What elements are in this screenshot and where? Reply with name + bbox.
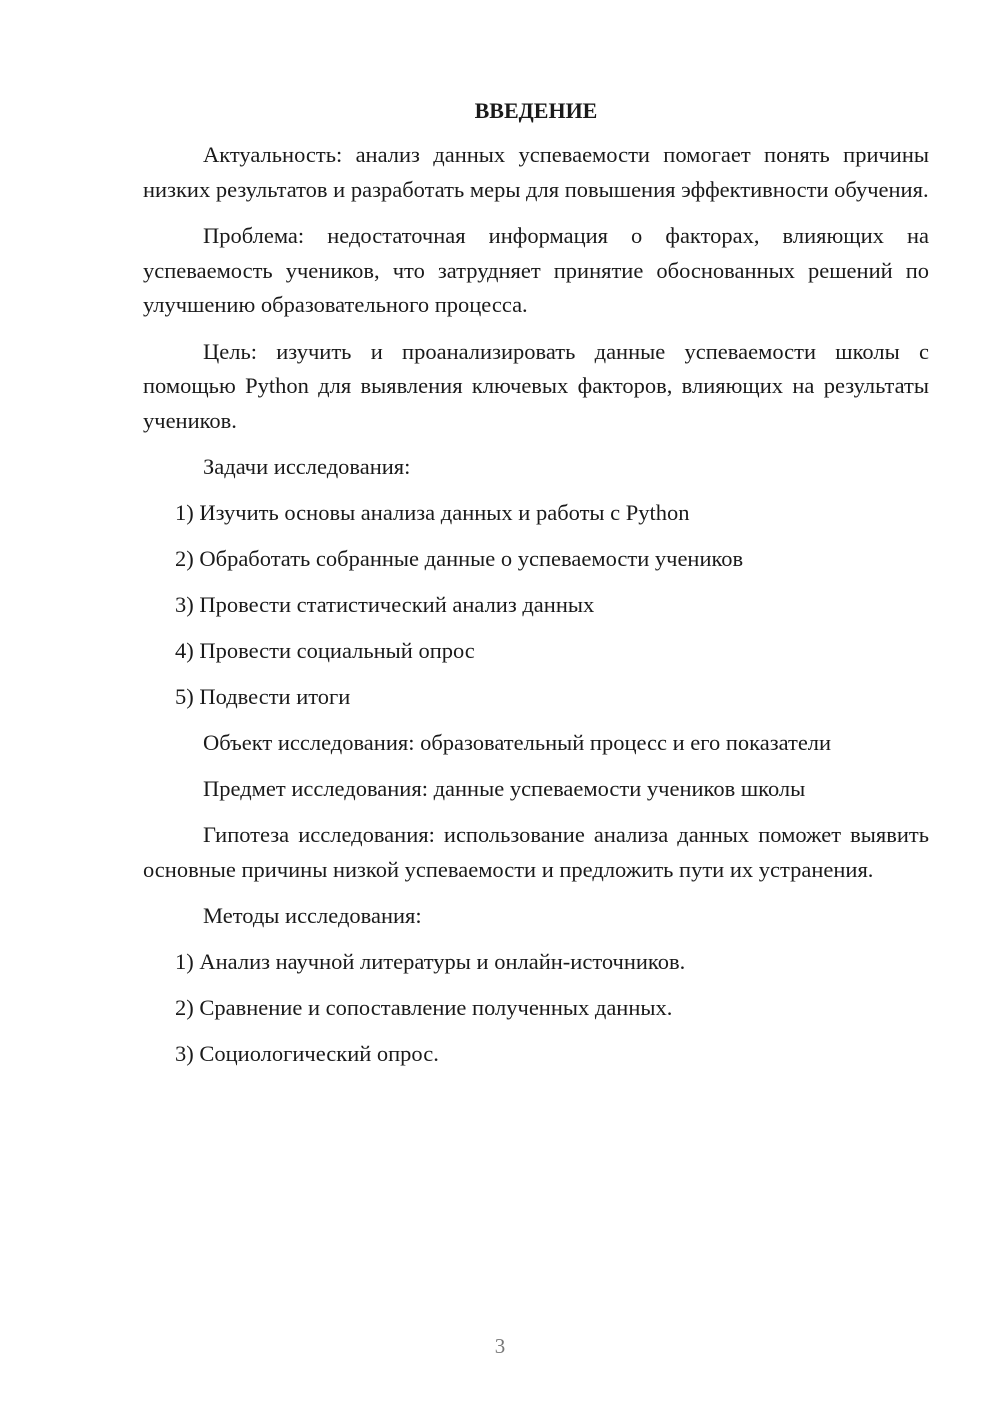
- list-item: 5) Подвести итоги: [175, 684, 351, 709]
- list-item: 2) Обработать собранные данные о успеваемости учеников: [175, 546, 744, 571]
- problem-paragraph: Проблема: недостаточная информация о факторах, влияющих на успеваемость учеников, что затрудняет принятие обоснованных решений по улучшению образовательного процесса.: [143, 223, 929, 317]
- list-item: 1) Анализ научной литературы и онлайн-источников.: [175, 949, 686, 974]
- list-item: 3) Провести статистический анализ данных: [175, 592, 595, 617]
- list-item: 2) Сравнение и сопоставление полученных данных.: [175, 995, 673, 1020]
- page-content: [143, 96, 929, 1083]
- relevance-paragraph: Актуальность: анализ данных успеваемости помогает понять причины низких результатов и разработать меры для повышения эффективности обучения.: [143, 142, 929, 202]
- section-title: ВВЕДЕНИЕ: [474, 98, 598, 123]
- goal-paragraph: Цель: изучить и проанализировать данные успеваемости школы с помощью Python для выявления ключевых факторов, влияющих на результаты учеников.: [143, 338, 929, 433]
- page-number: 3: [494, 1334, 506, 1358]
- subject-line: Предмет исследования: данные успеваемости учеников школы: [203, 776, 806, 801]
- list-item: 4) Провести социальный опрос: [175, 638, 475, 663]
- list-item: 3) Социологический опрос.: [175, 1041, 439, 1066]
- list-item: 1) Изучить основы анализа данных и работы с Python: [175, 500, 690, 525]
- methods-heading: Методы исследования:: [203, 903, 422, 928]
- tasks-heading: Задачи исследования:: [203, 454, 411, 479]
- tasks-list: [143, 496, 929, 715]
- methods-list: [143, 945, 929, 1072]
- object-line: Объект исследования: образовательный процесс и его показатели: [203, 730, 832, 755]
- hypothesis-paragraph: Гипотеза исследования: использование анализа данных поможет выявить основные причины низкой успеваемости и предложить пути их устранения.: [143, 822, 929, 882]
